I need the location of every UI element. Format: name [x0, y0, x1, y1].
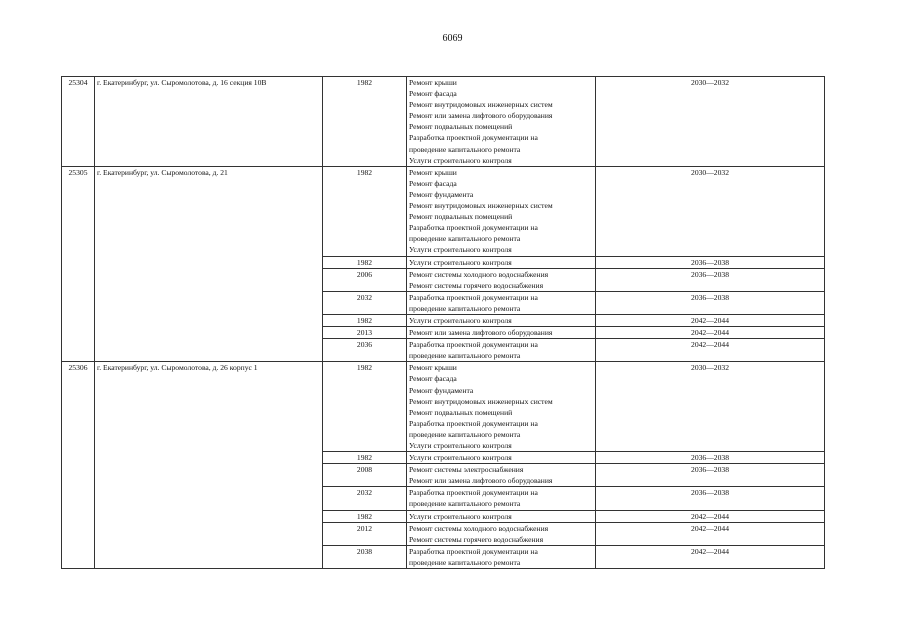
year-cell: 1982 [323, 362, 407, 452]
work-item: Услуги строительного контроля [409, 315, 512, 325]
work-item: Услуги строительного контроля [409, 441, 512, 450]
work-item: Ремонт крыши [409, 78, 457, 87]
works-list [407, 522, 596, 545]
work-item: Ремонт системы холодного водоснабжения [409, 523, 549, 533]
table-row [62, 77, 825, 167]
work-item: проведение капитального ремонта [409, 303, 521, 313]
work-item: проведение капитального ремонта [409, 234, 521, 244]
works-list [407, 77, 596, 167]
work-item: Ремонт крыши [409, 363, 457, 373]
planned-period: 2042—2044 [596, 339, 825, 362]
work-item: Ремонт крыши [409, 167, 457, 177]
building-address: г. Екатеринбург, ул. Сыромолотова, д. 26 корпус 1 [95, 362, 323, 569]
work-item: Ремонт системы холодного водоснабжения [409, 269, 549, 279]
year-cell: 1982 [323, 314, 407, 326]
works-list [407, 510, 596, 522]
building-address: г. Екатеринбург, ул. Сыромолотова, д. 16 секция 10В [95, 77, 323, 167]
year-cell: 2038 [323, 545, 407, 568]
table-body [62, 77, 825, 569]
work-item: проведение капитального ремонта [409, 557, 521, 567]
repair-schedule-table [61, 76, 825, 569]
work-item: Ремонт подвальных помещений [409, 407, 513, 417]
works-list [407, 166, 596, 256]
works-list [407, 339, 596, 362]
work-item: Разработка проектной документации на [409, 223, 538, 233]
work-item: Разработка проектной документации на [409, 546, 538, 556]
planned-period: 2036—2038 [596, 452, 825, 464]
work-item: Ремонт фасада [409, 374, 457, 384]
works-list [407, 545, 596, 568]
work-item: Услуги строительного контроля [409, 155, 512, 165]
work-item: Ремонт внутридомовых инженерных систем [409, 396, 553, 406]
planned-period: 2036—2038 [596, 487, 825, 510]
works-list [407, 452, 596, 464]
planned-period: 2030—2032 [596, 77, 825, 167]
planned-period: 2036—2038 [596, 464, 825, 487]
year-cell: 2032 [323, 291, 407, 314]
work-item: Услуги строительного контроля [409, 453, 512, 463]
work-item: Ремонт системы горячего водоснабжения [409, 534, 544, 544]
work-item: Ремонт системы электроснабжения [409, 465, 524, 475]
record-number: 25305 [62, 166, 95, 362]
work-item: Ремонт внутридомовых инженерных систем [409, 201, 553, 211]
planned-period: 2036—2038 [596, 291, 825, 314]
work-item: Ремонт подвальных помещений [409, 122, 513, 132]
record-number: 25306 [62, 362, 95, 569]
works-list [407, 268, 596, 291]
work-item: Услуги строительного контроля [409, 245, 512, 255]
work-item: Ремонт системы горячего водоснабжения [409, 280, 544, 290]
works-list [407, 314, 596, 326]
works-list [407, 256, 596, 268]
year-cell: 1982 [323, 166, 407, 256]
year-cell: 1982 [323, 510, 407, 522]
work-item: Разработка проектной документации на [409, 133, 538, 143]
planned-period: 2036—2038 [596, 256, 825, 268]
year-cell: 2032 [323, 487, 407, 510]
year-cell: 1982 [323, 452, 407, 464]
work-item: Разработка проектной документации на [409, 340, 538, 350]
planned-period: 2030—2032 [596, 362, 825, 452]
page-number: 6069 [442, 33, 463, 44]
planned-period: 2042—2044 [596, 327, 825, 339]
work-item: Разработка проектной документации на [409, 418, 538, 428]
work-item: Ремонт внутридомовых инженерных систем [409, 100, 553, 110]
work-item: проведение капитального ремонта [409, 144, 521, 154]
work-item: Услуги строительного контроля [409, 257, 512, 267]
work-item: Разработка проектной документации на [409, 292, 538, 302]
work-item: Ремонт фундамента [409, 385, 474, 395]
year-cell: 1982 [323, 256, 407, 268]
planned-period: 2036—2038 [596, 268, 825, 291]
work-item: Ремонт фасада [409, 89, 457, 99]
works-list [407, 291, 596, 314]
year-cell: 1982 [323, 77, 407, 167]
work-item: проведение капитального ремонта [409, 429, 521, 439]
works-list [407, 327, 596, 339]
work-item: Разработка проектной документации на [409, 488, 538, 498]
work-item: проведение капитального ремонта [409, 499, 521, 509]
table-row [62, 362, 825, 452]
year-cell: 2013 [323, 327, 407, 339]
works-list [407, 487, 596, 510]
record-number: 25304 [62, 77, 95, 167]
works-list [407, 362, 596, 452]
planned-period: 2042—2044 [596, 545, 825, 568]
year-cell: 2006 [323, 268, 407, 291]
planned-period: 2030—2032 [596, 166, 825, 256]
work-item: Услуги строительного контроля [409, 511, 512, 521]
work-item: Ремонт подвальных помещений [409, 212, 513, 222]
planned-period: 2042—2044 [596, 314, 825, 326]
work-item: проведение капитального ремонта [409, 351, 521, 361]
work-item: Ремонт или замена лифтового оборудования [409, 476, 553, 486]
work-item: Ремонт или замена лифтового оборудования [409, 111, 553, 121]
planned-period: 2042—2044 [596, 522, 825, 545]
work-item: Ремонт фундамента [409, 189, 474, 199]
year-cell: 2036 [323, 339, 407, 362]
planned-period: 2042—2044 [596, 510, 825, 522]
work-item: Ремонт или замена лифтового оборудования [409, 328, 553, 338]
table-row [62, 166, 825, 256]
works-list [407, 464, 596, 487]
year-cell: 2012 [323, 522, 407, 545]
work-item: Ремонт фасада [409, 178, 457, 188]
year-cell: 2008 [323, 464, 407, 487]
building-address: г. Екатеринбург, ул. Сыромолотова, д. 21 [95, 166, 323, 362]
